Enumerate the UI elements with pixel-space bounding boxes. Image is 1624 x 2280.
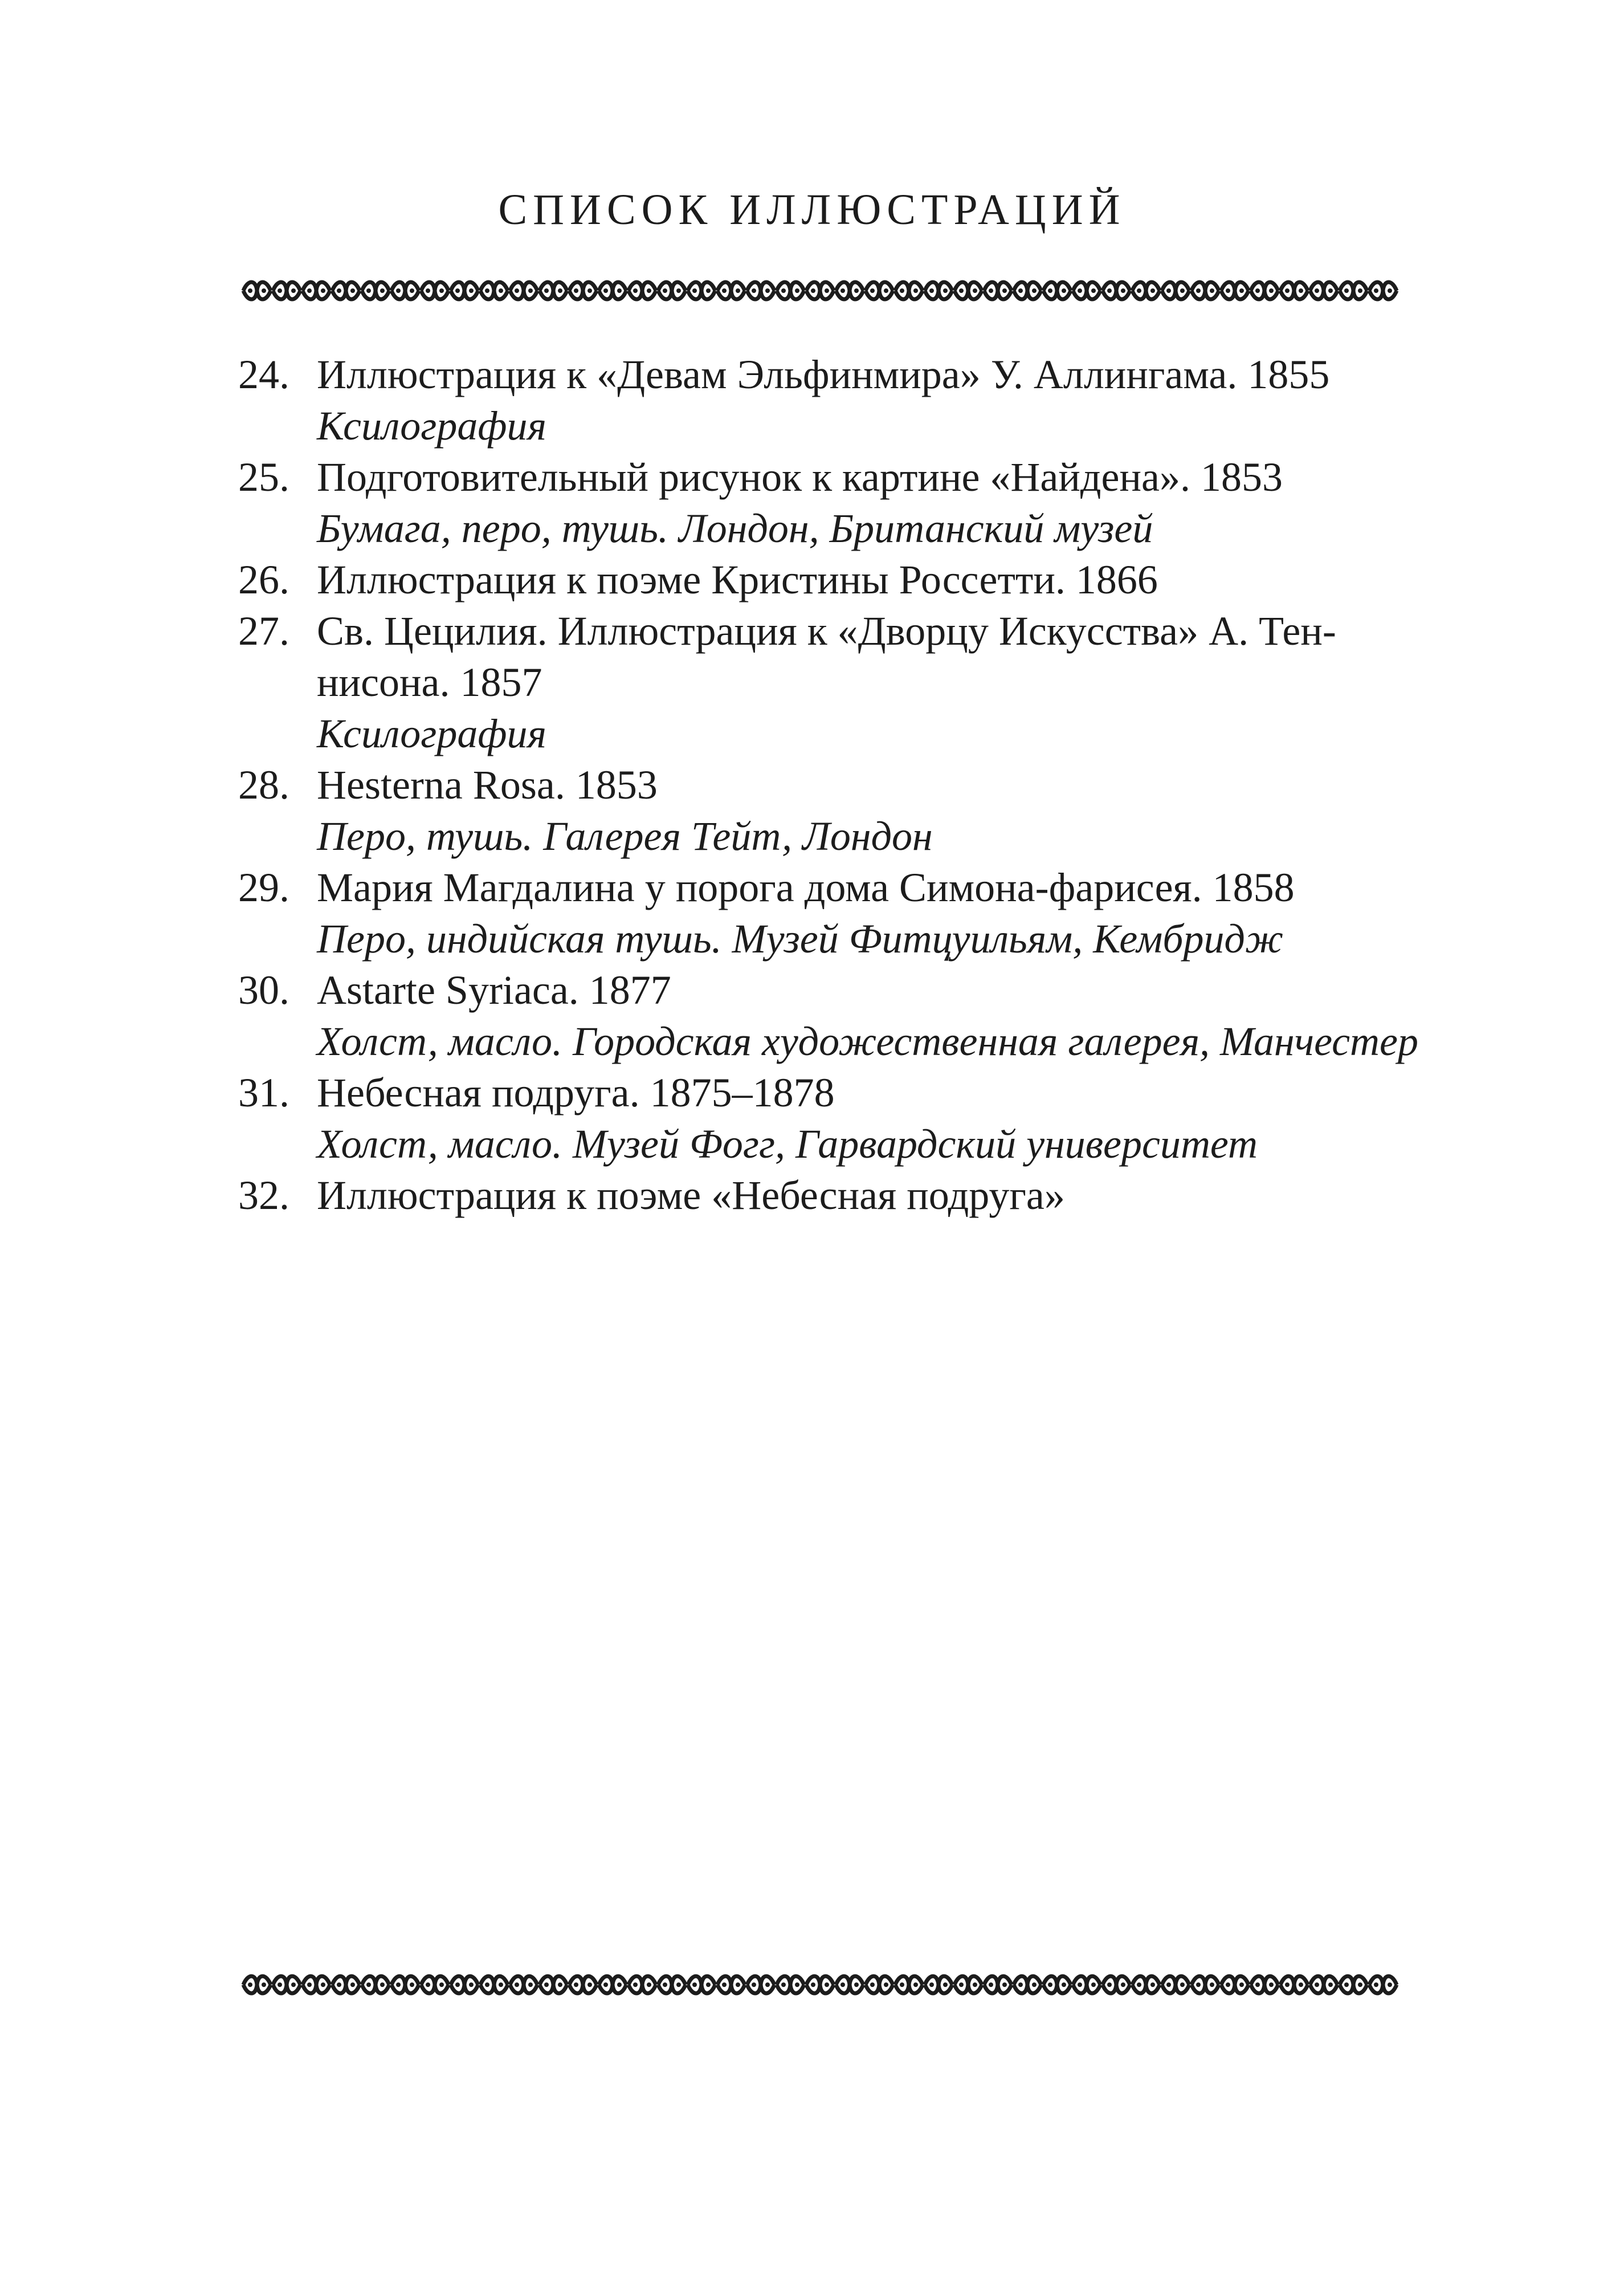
ornament-dot (1239, 288, 1244, 293)
illustration-list (238, 349, 1423, 1221)
ornament-dot (884, 288, 888, 293)
ornament-link (1103, 282, 1130, 299)
ornament-dot (722, 288, 727, 293)
ornament-link (866, 282, 893, 299)
ornament-link (717, 1976, 745, 1993)
entry-title: Мария Магдалина у порога дома Симона-фарисея. 1858 (317, 865, 1295, 910)
ornament-dot (973, 288, 977, 293)
ornament-link (1280, 1976, 1308, 1993)
entry-title: Hesterna Rosa. 1853 (317, 762, 658, 808)
ornament-dot (870, 1982, 875, 1987)
ornament-dot (633, 288, 638, 293)
ornament-dot (515, 1982, 519, 1987)
entry-number: 27. (238, 608, 289, 654)
ornament-dot (544, 1982, 549, 1987)
ornament-link (243, 282, 271, 299)
entry-caption: Перо, тушь. Галерея Тейт, Лондон (317, 813, 933, 859)
ornament-link (510, 282, 537, 299)
ornament-dot (321, 288, 325, 293)
ornament-dot (1285, 1982, 1290, 1987)
ornament-dot (1328, 288, 1333, 293)
list-item (238, 1170, 1423, 1221)
ornament-dot (380, 1982, 385, 1987)
entry-caption: Ксилография (317, 711, 546, 756)
ornament-dot (959, 1982, 964, 1987)
ornament-link (569, 282, 597, 299)
ornament-link (895, 1976, 923, 1993)
ornament-dot (1226, 1982, 1230, 1987)
ornament-dot (1180, 288, 1185, 293)
ornament-dot (248, 1982, 252, 1987)
ornament-dot (1255, 288, 1260, 293)
ornament-dot (366, 288, 371, 293)
ornament-link (1340, 1976, 1367, 1993)
ornament-dot (1137, 288, 1141, 293)
ornament-dot (515, 288, 519, 293)
entry-number: 28. (238, 762, 289, 808)
list-item (238, 1067, 1423, 1170)
ornament-dot (973, 1982, 977, 1987)
ornament-dot (410, 288, 414, 293)
ornament-dot (1255, 1982, 1260, 1987)
ornament-link (925, 282, 952, 299)
ornament-dot (337, 288, 341, 293)
ornament-dot (840, 1982, 845, 1987)
ornament-dot (811, 288, 815, 293)
ornament-dot (426, 288, 430, 293)
ornament-link (599, 1976, 626, 1993)
ornament-dot (350, 288, 355, 293)
ornament-dot (1018, 1982, 1023, 1987)
ornament-dot (262, 288, 266, 293)
ornament-dot (900, 1982, 904, 1987)
entry-number: 29. (238, 865, 289, 910)
ornament-dot (1137, 1982, 1141, 1987)
ornament-link (1014, 282, 1041, 299)
ornament-dot (291, 1982, 296, 1987)
ornament-dot (1002, 288, 1007, 293)
ornament-dot (795, 288, 799, 293)
ornament-dot (1048, 1982, 1052, 1987)
ornament-link (895, 282, 923, 299)
ornament-dot (1269, 288, 1274, 293)
ornament-link (777, 1976, 804, 1993)
ornament-dot (647, 288, 651, 293)
ornament-link (332, 1976, 360, 1993)
entry-number: 25. (238, 454, 289, 500)
ornament-dot (574, 288, 578, 293)
entry-caption: Перо, индийская тушь. Музей Фитцуильям, Кембридж (317, 916, 1283, 962)
ornament-link (273, 1976, 300, 1993)
ornament-link (480, 1976, 508, 1993)
ornament-link (688, 282, 715, 299)
entry-caption: Холст, масло. Музей Фогг, Гарвардский университет (317, 1121, 1258, 1167)
ornament-link (1221, 282, 1248, 299)
ornament-dot (989, 288, 993, 293)
ornament-link (688, 1976, 715, 1993)
ornament-link (658, 282, 685, 299)
ornament-link (362, 282, 389, 299)
entry-number: 26. (238, 557, 289, 602)
ornament-dot (485, 1982, 489, 1987)
ornament-dot (692, 1982, 697, 1987)
ornament-dot (1062, 288, 1066, 293)
ornament-dot (278, 288, 282, 293)
ornament-dot (1002, 1982, 1007, 1987)
ornament-dot (366, 1982, 371, 1987)
ornament-dot (1358, 288, 1362, 293)
ornament-dot (943, 288, 948, 293)
ornament-link (866, 1976, 893, 1993)
ornament-link (1310, 282, 1337, 299)
entry-caption: Ксилография (317, 403, 546, 449)
ornament-dot (1210, 1982, 1214, 1987)
entry-number: 24. (238, 352, 289, 397)
ornament-dot (1032, 1982, 1037, 1987)
ornament-dot (410, 1982, 414, 1987)
ornament-dot (558, 1982, 562, 1987)
ornament-dot (1196, 1982, 1201, 1987)
ornament-dot (528, 1982, 533, 1987)
entry-number: 32. (238, 1172, 289, 1218)
ornament-dot (469, 1982, 474, 1987)
ornament-dot (439, 1982, 444, 1987)
ornament-dot (248, 288, 252, 293)
ornament-dot (676, 1982, 681, 1987)
ornament-dot (1239, 1982, 1244, 1987)
ornament-dot (1121, 1982, 1125, 1987)
ornament-dot (781, 288, 786, 293)
ornament-link (1132, 1976, 1160, 1993)
ornament-dot (544, 288, 549, 293)
ornament-link (1192, 1976, 1219, 1993)
ornament-dot (1299, 288, 1303, 293)
ornament-link (421, 1976, 448, 1993)
ornament-link (1014, 1976, 1041, 1993)
ornament-dot (1285, 288, 1290, 293)
ornament-dot (603, 288, 608, 293)
ornament-dot (647, 1982, 651, 1987)
ornament-dot (380, 288, 385, 293)
ornament-dot (736, 1982, 740, 1987)
ornament-link (510, 1976, 537, 1993)
ornament-dot (603, 1982, 608, 1987)
ornament-link (243, 1976, 271, 1993)
ornament-link (984, 282, 1011, 299)
ornament-dot (1374, 288, 1378, 293)
entry-title: Подготовительный рисунок к картине «Найдена». 1853 (317, 454, 1283, 500)
ornament-dot (943, 1982, 948, 1987)
ornament-dot (558, 288, 562, 293)
ornament-dot (825, 288, 829, 293)
ornament-link (1073, 282, 1100, 299)
entry-number: 31. (238, 1070, 289, 1115)
ornament-link (421, 282, 448, 299)
list-item (238, 862, 1423, 964)
ornament-dot (469, 288, 474, 293)
ornament-dot (1018, 288, 1023, 293)
ornament-link (1280, 282, 1308, 299)
ornament-link (1369, 1976, 1397, 1993)
ornament-dot (1269, 1982, 1274, 1987)
ornament-dot (1078, 288, 1082, 293)
ornament-dot (1226, 288, 1230, 293)
ornament-dot (884, 1982, 888, 1987)
ornament-dot (870, 288, 875, 293)
ornament-dot (455, 1982, 460, 1987)
ornament-dot (1196, 288, 1201, 293)
ornament-link (540, 1976, 567, 1993)
ornament-dot (1180, 1982, 1185, 1987)
ornament-link (1043, 1976, 1071, 1993)
ornament-link (391, 282, 419, 299)
ornament-link (954, 282, 982, 299)
ornament-dot (989, 1982, 993, 1987)
ornament-dot (426, 1982, 430, 1987)
ornament-link (806, 1976, 834, 1993)
ornament-dot (929, 1982, 934, 1987)
ornament-dot (913, 288, 918, 293)
ornament-dot (1315, 288, 1319, 293)
ornament-link (1369, 282, 1397, 299)
ornament-dot (262, 1982, 266, 1987)
ornament-dot (350, 1982, 355, 1987)
ornament-dot (913, 1982, 918, 1987)
ornament-dot (396, 288, 401, 293)
ornament-dot (1388, 1982, 1392, 1987)
ornament-dot (455, 288, 460, 293)
ornament-dot (587, 288, 592, 293)
ornament-link (1192, 282, 1219, 299)
ornament-link (451, 282, 478, 299)
entry-caption: Бумага, перо, тушь. Лондон, Британский музей (317, 506, 1153, 551)
ornament-dot (1344, 288, 1349, 293)
list-item (238, 605, 1423, 759)
ornament-dot (706, 1982, 711, 1987)
ornament-dot (1091, 1982, 1096, 1987)
ornament-dot (1315, 1982, 1319, 1987)
ornament-dot (633, 1982, 638, 1987)
ornament-dot (692, 288, 697, 293)
ornament-dot (854, 288, 859, 293)
ornament-dot (307, 1982, 312, 1987)
ornament-dot (929, 288, 934, 293)
ornament-dot (1299, 1982, 1303, 1987)
ornament-link (954, 1976, 982, 1993)
interlace-ornament-icon (238, 1968, 1402, 2002)
ornament-dot (1150, 288, 1155, 293)
ornament-dot (900, 288, 904, 293)
ornament-dot (321, 1982, 325, 1987)
page-title: СПИСОК ИЛЛЮСТРАЦИЙ (498, 186, 1126, 234)
ornament-dot (307, 288, 312, 293)
ornament-dot (752, 1982, 756, 1987)
ornament-dot (765, 288, 770, 293)
list-item (238, 554, 1423, 605)
ornament-dot (1328, 1982, 1333, 1987)
ornament-dot (781, 1982, 786, 1987)
ornament-dot (1358, 1982, 1362, 1987)
ornament-link (836, 282, 863, 299)
ornament-dot (574, 1982, 578, 1987)
ornament-dot (337, 1982, 341, 1987)
ornament-link (1073, 1976, 1100, 1993)
ornament-dot (752, 288, 756, 293)
ornament-dot (278, 1982, 282, 1987)
ornament-dot (1166, 288, 1171, 293)
ornament-dot (587, 1982, 592, 1987)
entry-title: Небесная подруга. 1875–1878 (317, 1070, 835, 1115)
entry-title: Иллюстрация к «Девам Эльфинмира» У. Аллингама. 1855 (317, 352, 1330, 397)
ornament-dot (663, 1982, 667, 1987)
ornament-link (303, 282, 330, 299)
ornament-dot (1048, 288, 1052, 293)
ornament-link (925, 1976, 952, 1993)
ornament-dot (795, 1982, 799, 1987)
ornament-dot (1388, 288, 1392, 293)
ornament-link (480, 282, 508, 299)
top-ornament-divider (238, 274, 1402, 308)
ornament-dot (1374, 1982, 1378, 1987)
ornament-dot (736, 288, 740, 293)
ornament-link (273, 282, 300, 299)
ornament-link (1043, 282, 1071, 299)
entry-caption: Холст, масло. Городская художественная галерея, Манчестер (317, 1019, 1418, 1064)
ornament-link (1103, 1976, 1130, 1993)
list-item (238, 451, 1423, 554)
entry-title: Св. Цецилия. Иллюстрация к «Дворцу Искусства» А. Тен- (317, 608, 1336, 654)
ornament-dot (1091, 288, 1096, 293)
ornament-dot (676, 288, 681, 293)
ornament-dot (811, 1982, 815, 1987)
ornament-dot (722, 1982, 727, 1987)
ornament-dot (1344, 1982, 1349, 1987)
ornament-link (747, 282, 774, 299)
ornament-link (1221, 1976, 1248, 1993)
ornament-dot (1121, 288, 1125, 293)
ornament-link (362, 1976, 389, 1993)
entry-title: Astarte Syriaca. 1877 (317, 967, 671, 1013)
ornament-dot (396, 1982, 401, 1987)
ornament-dot (1107, 1982, 1112, 1987)
ornament-link (777, 282, 804, 299)
ornament-link (1162, 282, 1189, 299)
entry-title-continued: нисона. 1857 (317, 659, 542, 705)
ornament-link (569, 1976, 597, 1993)
ornament-dot (1210, 288, 1214, 293)
ornament-link (658, 1976, 685, 1993)
interlace-ornament-icon (238, 274, 1402, 308)
ornament-link (1251, 282, 1278, 299)
ornament-link (1132, 282, 1160, 299)
ornament-dot (1166, 1982, 1171, 1987)
ornament-dot (1107, 288, 1112, 293)
ornament-link (1340, 282, 1367, 299)
list-item (238, 759, 1423, 862)
ornament-link (806, 282, 834, 299)
ornament-link (1162, 1976, 1189, 1993)
ornament-link (1251, 1976, 1278, 1993)
ornament-dot (840, 288, 845, 293)
entry-number: 30. (238, 967, 289, 1013)
entry-title: Иллюстрация к поэме «Небесная подруга» (317, 1172, 1065, 1218)
ornament-link (717, 282, 745, 299)
ornament-link (836, 1976, 863, 1993)
ornament-dot (706, 288, 711, 293)
ornament-dot (1032, 288, 1037, 293)
ornament-link (540, 282, 567, 299)
ornament-dot (765, 1982, 770, 1987)
ornament-link (747, 1976, 774, 1993)
ornament-dot (825, 1982, 829, 1987)
ornament-link (391, 1976, 419, 1993)
list-item (238, 964, 1423, 1067)
ornament-dot (499, 1982, 503, 1987)
ornament-dot (959, 288, 964, 293)
ornament-link (629, 1976, 656, 1993)
ornament-link (629, 282, 656, 299)
ornament-link (303, 1976, 330, 1993)
ornament-dot (1062, 1982, 1066, 1987)
list-item (238, 349, 1423, 451)
ornament-link (451, 1976, 478, 1993)
ornament-link (1310, 1976, 1337, 1993)
ornament-dot (663, 288, 667, 293)
ornament-dot (617, 1982, 622, 1987)
ornament-dot (854, 1982, 859, 1987)
ornament-dot (485, 288, 489, 293)
entry-title: Иллюстрация к поэме Кристины Россетти. 1866 (317, 557, 1158, 602)
ornament-link (332, 282, 360, 299)
ornament-dot (439, 288, 444, 293)
ornament-dot (291, 288, 296, 293)
bottom-ornament-divider (238, 1968, 1402, 2002)
ornament-dot (1078, 1982, 1082, 1987)
ornament-link (599, 282, 626, 299)
ornament-dot (499, 288, 503, 293)
ornament-dot (528, 288, 533, 293)
ornament-dot (1150, 1982, 1155, 1987)
ornament-dot (617, 288, 622, 293)
ornament-link (984, 1976, 1011, 1993)
